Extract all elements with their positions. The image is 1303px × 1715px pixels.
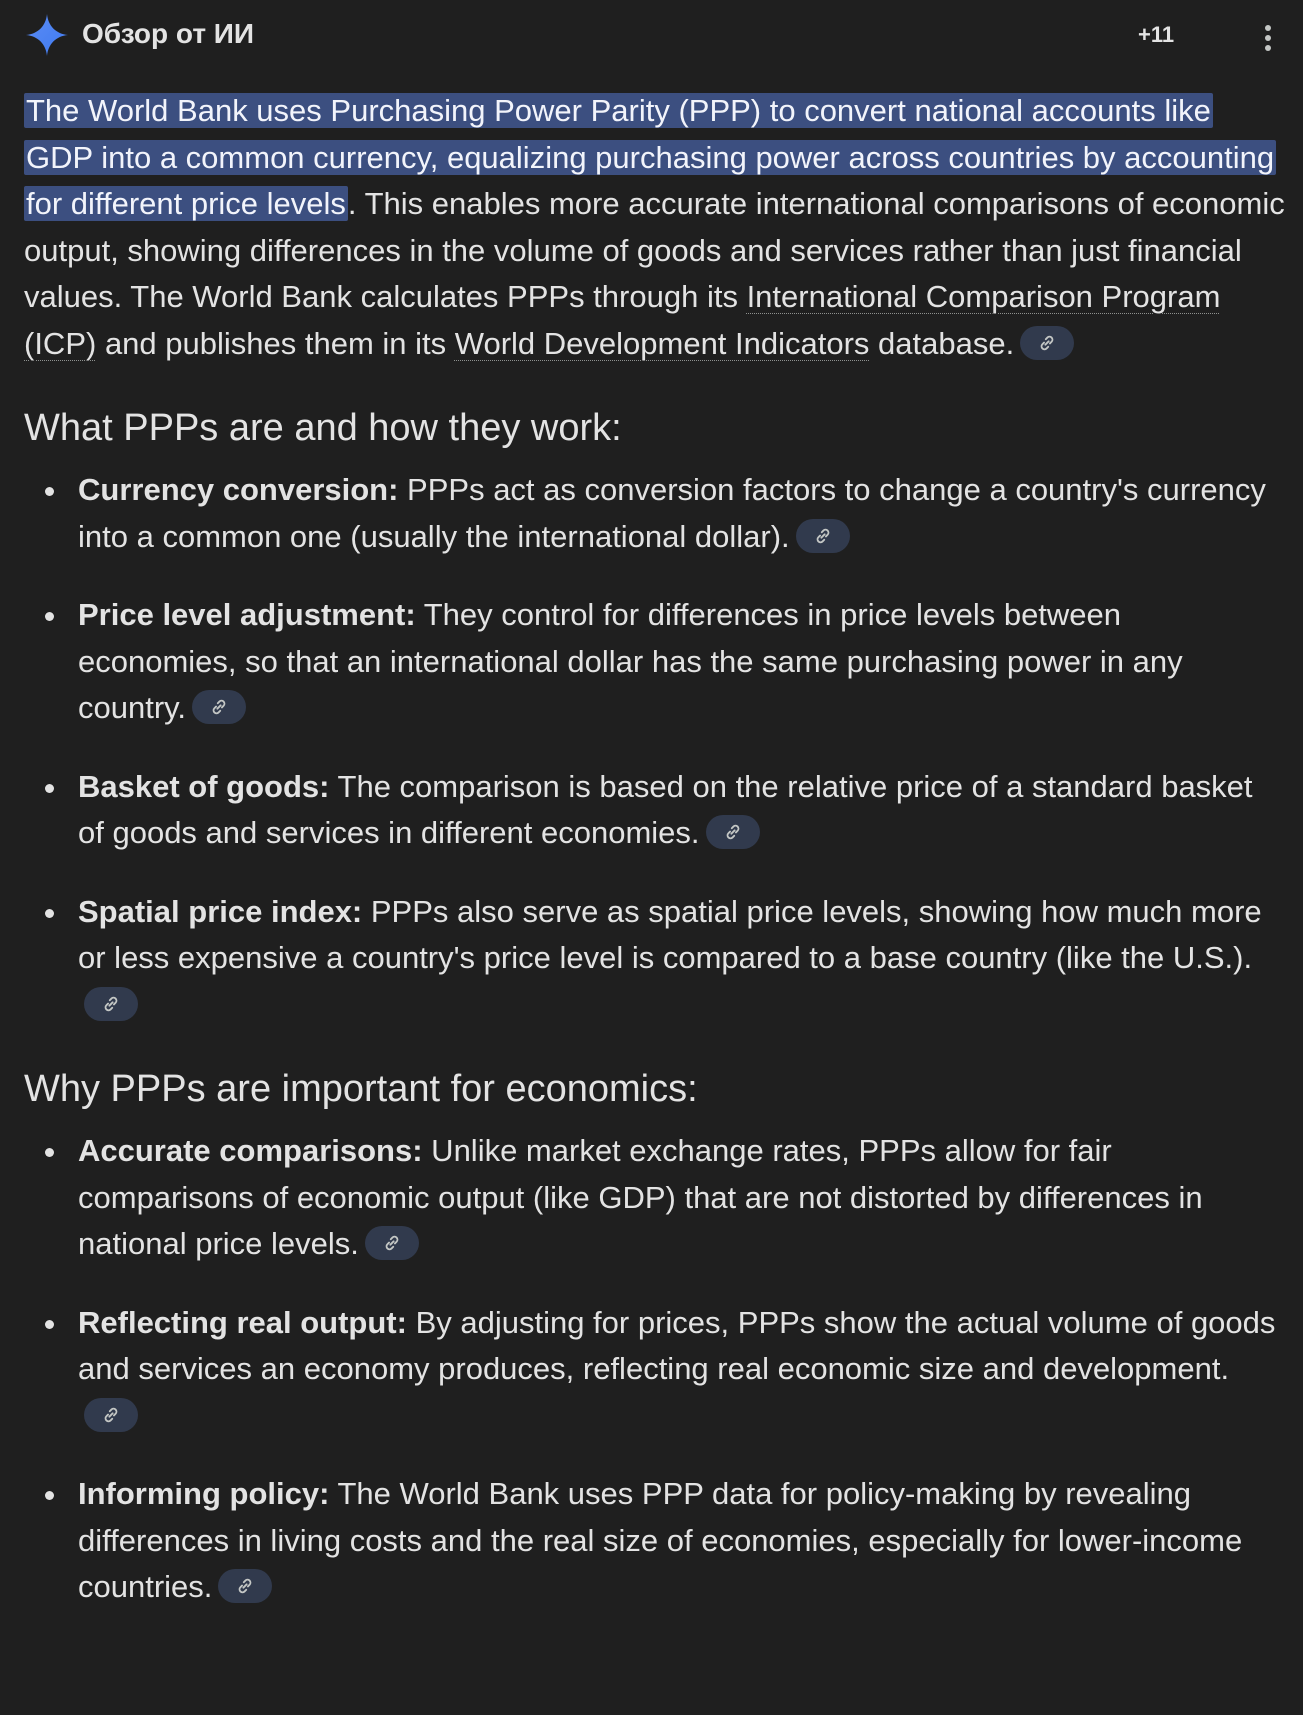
list-item-text: The comparison is based on the relative price of a standard basket of goods and services in different economies. bbox=[78, 768, 1253, 850]
list-item-text: Unlike market exchange rates, PPPs allow for fair comparisons of economic output (like GDP) that are not distorted by differences in national price levels. bbox=[78, 1133, 1203, 1261]
link-icon bbox=[813, 526, 833, 546]
list-item-term: Informing policy: bbox=[78, 1476, 330, 1511]
list-item-term: Accurate comparisons: bbox=[78, 1133, 423, 1168]
intro-text: and publishes them in its bbox=[96, 325, 455, 361]
source-link-chip[interactable] bbox=[365, 1226, 419, 1260]
section-heading-why-ppps-important: Why PPPs are important for economics: bbox=[24, 1068, 698, 1110]
link-icon bbox=[382, 1233, 402, 1253]
link-icon bbox=[209, 697, 229, 717]
source-link-chip[interactable] bbox=[1020, 326, 1074, 360]
list-item-text: The World Bank uses PPP data for policy-making by revealing differences in living costs and the real size of economies, especially for lower-income countries. bbox=[78, 1476, 1243, 1604]
source-link-chip[interactable] bbox=[84, 987, 138, 1021]
list-item-term: Basket of goods: bbox=[78, 768, 330, 804]
intro-paragraph bbox=[24, 88, 1286, 367]
source-link-chip[interactable] bbox=[218, 1569, 272, 1603]
intro-text: . This enables more accurate international comparisons of economic output, showing differences in the volume of goods and services rather than just financial values. The World Bank calculates PPPs through its bbox=[24, 186, 1285, 314]
list-item bbox=[78, 1128, 1286, 1268]
ai-overview-content bbox=[24, 88, 1286, 1643]
link-icon bbox=[235, 1576, 255, 1596]
list-item bbox=[78, 1471, 1286, 1611]
source-link-chip[interactable] bbox=[706, 815, 760, 849]
link-icon bbox=[1037, 333, 1057, 353]
link-icon bbox=[101, 994, 121, 1014]
intro-text: database. bbox=[869, 325, 1015, 361]
list-item-text: They control for differences in price levels between economies, so that an international dollar has the same purchasing power in any country. bbox=[78, 597, 1183, 725]
list-item bbox=[78, 764, 1286, 857]
source-link-chip[interactable] bbox=[84, 1398, 138, 1432]
ai-overview-title: Обзор от ИИ bbox=[82, 18, 255, 49]
list-item-text: By adjusting for prices, PPPs show the actual volume of goods and services an economy produces, reflecting real economic size and development. bbox=[78, 1304, 1276, 1386]
list-item-term: Reflecting real output: bbox=[78, 1304, 407, 1340]
sparkle-icon bbox=[26, 14, 68, 56]
list-item bbox=[78, 889, 1286, 1029]
link-icon bbox=[101, 1405, 121, 1425]
sources-count-button[interactable]: +11 bbox=[1138, 22, 1175, 47]
list-item-term: Spatial price index: bbox=[78, 893, 363, 929]
ai-overview-header bbox=[0, 0, 1303, 72]
list-item bbox=[78, 592, 1286, 732]
list-item-text: PPPs also serve as spatial price levels, showing how much more or less expensive a country's price level is compared to a base country (like the U.S.). bbox=[78, 893, 1262, 975]
list-item-term: Currency conversion: bbox=[78, 472, 399, 507]
why-ppps-important-list bbox=[24, 1128, 1286, 1611]
list-item-term: Price level adjustment: bbox=[78, 597, 416, 632]
section-heading-how-ppps-work: What PPPs are and how they work: bbox=[24, 407, 622, 449]
source-link-chip[interactable] bbox=[796, 519, 850, 553]
more-vertical-icon[interactable] bbox=[1250, 20, 1286, 56]
how-ppps-work-list bbox=[24, 467, 1286, 1028]
icp-link[interactable]: International Comparison Program (ICP) bbox=[24, 279, 1221, 361]
list-item bbox=[78, 467, 1286, 560]
wdi-link[interactable]: World Development Indicators bbox=[454, 325, 870, 361]
link-icon bbox=[723, 822, 743, 842]
highlighted-text: The World Bank uses Purchasing Power Parity (PPP) to convert national accounts like GDP into a common currency, equalizing purchasing power across countries by accounting for different price levels bbox=[26, 93, 1275, 221]
list-item-text: PPPs act as conversion factors to change a country's currency into a common one (usually the international dollar). bbox=[78, 472, 1266, 554]
source-link-chip[interactable] bbox=[192, 690, 246, 724]
list-item bbox=[78, 1300, 1286, 1440]
